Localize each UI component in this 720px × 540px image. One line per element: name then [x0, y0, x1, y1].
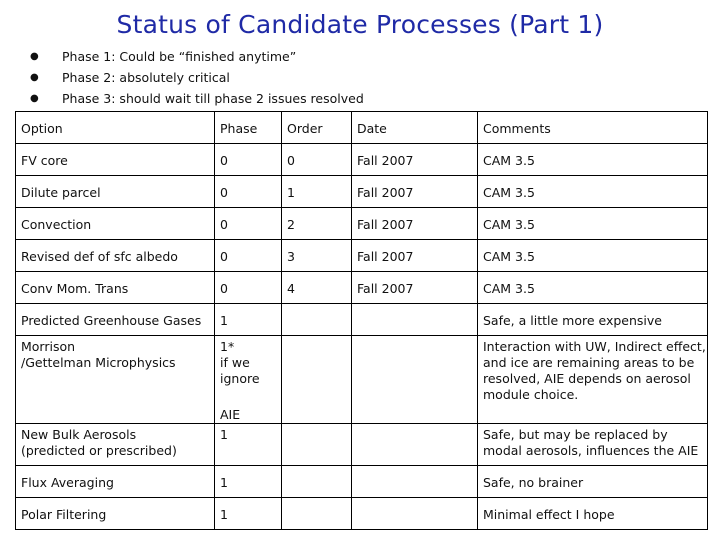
- cell-order: [282, 498, 352, 530]
- cell-phase: 0: [215, 144, 282, 176]
- cell-comments: Safe, but may be replaced by modal aerosols, influences the AIE: [478, 424, 708, 466]
- cell-phase-note: AIE: [220, 407, 241, 422]
- cell-comments: CAM 3.5: [478, 144, 708, 176]
- cell-comments: Interaction with UW, Indirect effect, and ice are remaining areas to be resolved, AIE depends on aerosol module choice.: [478, 336, 708, 424]
- cell-option: Dilute parcel: [16, 176, 215, 208]
- table-row: [16, 272, 708, 304]
- cell-option: Convection: [16, 208, 215, 240]
- cell-option: Flux Averaging: [16, 466, 215, 498]
- bullet-text: Phase 1: Could be “finished anytime”: [62, 49, 297, 64]
- cell-comments: CAM 3.5: [478, 240, 708, 272]
- cell-phase: [215, 336, 282, 424]
- cell-phase: 0: [215, 240, 282, 272]
- table-row: [16, 208, 708, 240]
- cell-comments: CAM 3.5: [478, 176, 708, 208]
- cell-option: Predicted Greenhouse Gases: [16, 304, 215, 336]
- table-header-row: [16, 112, 708, 144]
- cell-order: [282, 466, 352, 498]
- bullet-dot-icon: ●: [30, 51, 39, 62]
- cell-order: [282, 336, 352, 424]
- slide-title: Status of Candidate Processes (Part 1): [116, 10, 604, 39]
- cell-option: Revised def of sfc albedo: [16, 240, 215, 272]
- table-row: [16, 466, 708, 498]
- cell-date: Fall 2007: [352, 240, 478, 272]
- column-header-order: Order: [282, 112, 352, 144]
- cell-date: [352, 466, 478, 498]
- cell-date: Fall 2007: [352, 144, 478, 176]
- table-row: [16, 336, 708, 424]
- table-row: [16, 176, 708, 208]
- cell-option: Polar Filtering: [16, 498, 215, 530]
- cell-phase: 0: [215, 208, 282, 240]
- cell-phase: 1: [215, 424, 282, 466]
- cell-order: [282, 424, 352, 466]
- cell-date: Fall 2007: [352, 176, 478, 208]
- bullet-dot-icon: ●: [30, 93, 39, 104]
- table-row: [16, 498, 708, 530]
- cell-phase: 1: [215, 466, 282, 498]
- cell-comments: Minimal effect I hope: [478, 498, 708, 530]
- cell-date: [352, 424, 478, 466]
- bullet-dot-icon: ●: [30, 72, 39, 83]
- cell-comments: CAM 3.5: [478, 208, 708, 240]
- cell-order: 0: [282, 144, 352, 176]
- table-row: [16, 144, 708, 176]
- cell-order: 4: [282, 272, 352, 304]
- bullet-item: [30, 88, 364, 109]
- cell-order: 2: [282, 208, 352, 240]
- cell-phase: 0: [215, 272, 282, 304]
- cell-option: [16, 424, 215, 466]
- process-status-table: [15, 111, 708, 530]
- table-row: [16, 240, 708, 272]
- column-header-phase: Phase: [215, 112, 282, 144]
- cell-date: Fall 2007: [352, 272, 478, 304]
- cell-option: [16, 336, 215, 424]
- bullet-text: Phase 3: should wait till phase 2 issues resolved: [62, 91, 364, 106]
- cell-date: [352, 336, 478, 424]
- cell-phase-text: 1* if we ignore: [220, 339, 260, 386]
- cell-option-text: New Bulk Aerosols (predicted or prescribed): [21, 427, 177, 458]
- cell-order: 3: [282, 240, 352, 272]
- cell-phase: 0: [215, 176, 282, 208]
- bullet-item: [30, 67, 364, 88]
- cell-date: [352, 304, 478, 336]
- column-header-comments: Comments: [478, 112, 708, 144]
- cell-phase: 1: [215, 304, 282, 336]
- table-row: [16, 304, 708, 336]
- cell-option: Conv Mom. Trans: [16, 272, 215, 304]
- cell-comments: Safe, no brainer: [478, 466, 708, 498]
- phase-bullet-list: [30, 46, 364, 109]
- table-row: [16, 424, 708, 466]
- cell-order: 1: [282, 176, 352, 208]
- column-header-date: Date: [352, 112, 478, 144]
- cell-option-text: Morrison /Gettelman Microphysics: [21, 339, 176, 370]
- cell-comments: CAM 3.5: [478, 272, 708, 304]
- column-header-option: Option: [16, 112, 215, 144]
- cell-phase: 1: [215, 498, 282, 530]
- cell-date: [352, 498, 478, 530]
- bullet-text: Phase 2: absolutely critical: [62, 70, 230, 85]
- cell-option: FV core: [16, 144, 215, 176]
- cell-order: [282, 304, 352, 336]
- bullet-item: [30, 46, 364, 67]
- cell-comments: Safe, a little more expensive: [478, 304, 708, 336]
- cell-date: Fall 2007: [352, 208, 478, 240]
